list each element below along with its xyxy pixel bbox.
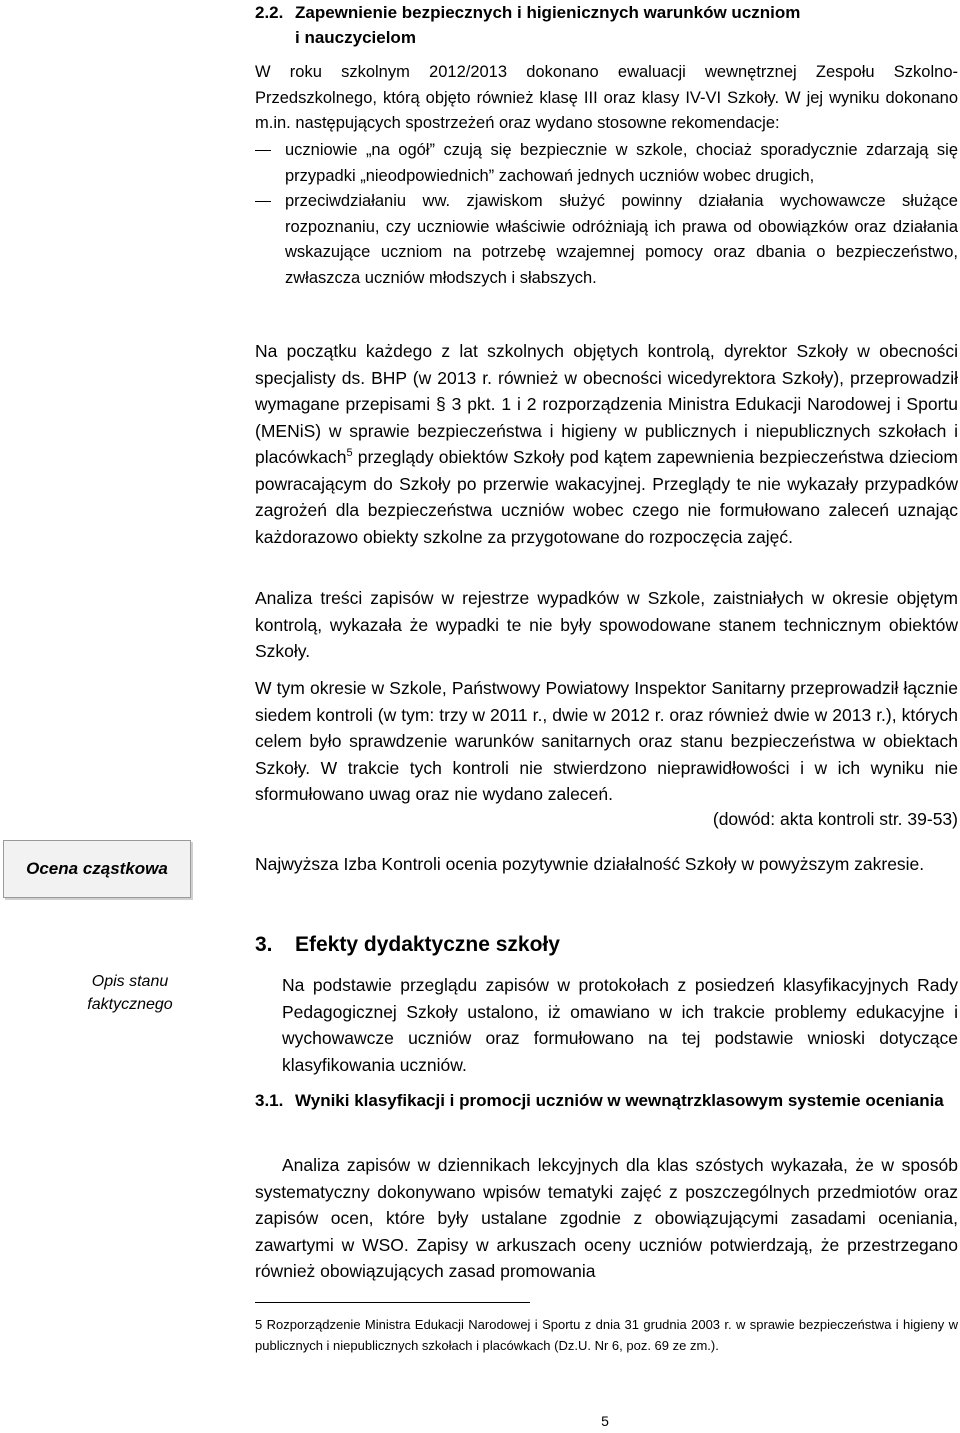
list-item: [255, 189, 958, 291]
footnote-text: Rozporządzenie Ministra Edukacji Narodowej i Sportu z dnia 31 grudnia 2003 r. w sprawie bezpieczeństwa i higieny w publicznych i niepublicznych szkołach i placówkach (Dz.U. Nr 6, poz. 69 ze zm.).: [255, 1317, 958, 1353]
section-3-heading: [255, 930, 960, 960]
list-item-text: przeciwdziałaniu ww. zjawiskom służyć powinny działania wychowawcze służące rozpoznaniu, czy uczniowie właściwie odróżniają ich prawa od obowiązków oraz działania wskazujące uczniom na potrzebę wzajemnej pomocy oraz dbania o bezpieczeństwo, zwłaszcza uczniów młodszych i słabszych.: [285, 192, 958, 287]
section-2-2-heading: [255, 0, 960, 50]
dash-bullet-icon: [255, 150, 271, 151]
title-line-2: i nauczycielom: [295, 28, 416, 47]
title-line-1: Zapewnienie bezpiecznych i higienicznych warunków uczniom: [295, 3, 801, 22]
evaluation-paragraph: W roku szkolnym 2012/2013 dokonano ewaluacji wewnętrznej Zespołu Szkolno-Przedszkolnego, którą objęto również klasę III oraz klasy IV-VI Szkoły. W jej wyniku dokonano m.in. następujących spostrzeżeń oraz wydano stosowne rekomendacje:: [255, 63, 958, 132]
assessment-paragraph: Najwyższa Izba Kontroli ocenia pozytywnie działalność Szkoły w powyższym zakresie.: [255, 854, 925, 874]
partial-assessment-label: Ocena cząstkowa: [26, 859, 168, 878]
bhp-text-end: przeglądy obiektów Szkoły pod kątem zapewnienia bezpieczeństwa dzieciom powracającym do Szkoły po przerwie wakacyjnej. Przeglądy te nie wykazały przypadków zagrożeń dla bezpieczeństwa uczniów wobec czego nie formułowano zaleceń uznając każdorazowo obiekty szkolne za przygotowane do rozpoczęcia zajęć.: [255, 447, 958, 547]
list-item: [255, 138, 958, 189]
recommendations-list: [255, 138, 958, 291]
footnote-ref: 5: [346, 447, 353, 460]
section-number: 3.: [255, 933, 273, 956]
section-3-1-heading: [255, 1088, 960, 1113]
section-3-paragraph: Na podstawie przeglądu zapisów w protokołach z posiedzeń klasyfikacyjnych Rady Pedagogicznej Szkoły ustalono, iż omawiano w ich trakcie problemy edukacyjne i wychowawcze uczniów oraz formułowano na tej podstawie wnioski dotyczące klasyfikowania uczniów.: [282, 975, 958, 1075]
bhp-paragraph: [255, 338, 958, 550]
list-item-text: uczniowie „na ogół” czują się bezpiecznie w szkole, chociaż sporadycznie zdarzają się przypadki „nieodpowiednich” zachowań jednych uczniów wobec drugich,: [285, 141, 958, 185]
section-3-1-title: [255, 1088, 960, 1113]
section-number: 2.2.: [255, 3, 284, 22]
accidents-paragraph: Analiza treści zapisów w rejestrze wypadków w Szkole, zaistniałych w okresie objętym kontrolą, wykazała że wypadki te nie były spowodowane stanem technicznym obiektów Szkoły.: [255, 588, 958, 661]
facts-description-label: Opis stanu faktycznego: [87, 973, 173, 1013]
section-title-text: Wyniki klasyfikacji i promocji uczniów w wewnątrzklasowym systemie oceniania: [295, 1091, 944, 1110]
page-number: 5: [601, 1413, 609, 1429]
footnote-divider: [255, 1302, 530, 1303]
bhp-text-start: Na początku każdego z lat szkolnych objętych kontrolą, dyrektor Szkoły w obecności specjalisty ds. BHP (w 2013 r. również w obecności wicedyrektora Szkoły), przeprowadził wymagane przepisami § 3 pkt. 1 i 2 rozporządzenia Ministra Edukacji Narodowej i Sportu (MENiS) w sprawie bezpieczeństwa i higieny w publicznych i niepublicznych szkołach i placówkach: [255, 341, 958, 467]
footnote-number: 5: [255, 1317, 263, 1332]
section-title-text: Efekty dydaktyczne szkoły: [295, 933, 560, 956]
section-3-title: [255, 930, 960, 960]
section-2-2-title: [255, 0, 960, 50]
partial-assessment-box: [3, 840, 191, 898]
section-3-1-paragraph: Analiza zapisów w dziennikach lekcyjnych dla klas szóstych wykazała, że w sposób systematyczny dokonywano wpisów tematyki zajęć z poszczególnych przedmiotów oraz zapisów ocen, które były ustalane zgodnie z obowiązującymi zasadami oceniania, zawartymi w WSO. Zapisy w arkuszach oceny uczniów potwierdzają, że przestrzegano również obowiązujących zasad promowania: [255, 1155, 958, 1281]
footnote: [255, 1314, 958, 1356]
sanitary-paragraph: W tym okresie w Szkole, Państwowy Powiatowy Inspektor Sanitarny przeprowadził łącznie siedem kontroli (w tym: trzy w 2011 r., dwie w 2012 r. oraz również dwie w 2013 r.), których celem było sprawdzenie warunków sanitarnych oraz stanu bezpieczeństwa w obiektach Szkoły. W trakcie tych kontroli nie stwierdzono nieprawidłowości i w ich wyniku nie sformułowano uwag oraz nie wydano zaleceń.: [255, 678, 958, 804]
section-number: 3.1.: [255, 1091, 284, 1110]
evidence-reference: (dowód: akta kontroli str. 39-53): [712, 809, 958, 829]
dash-bullet-icon: [255, 201, 271, 202]
